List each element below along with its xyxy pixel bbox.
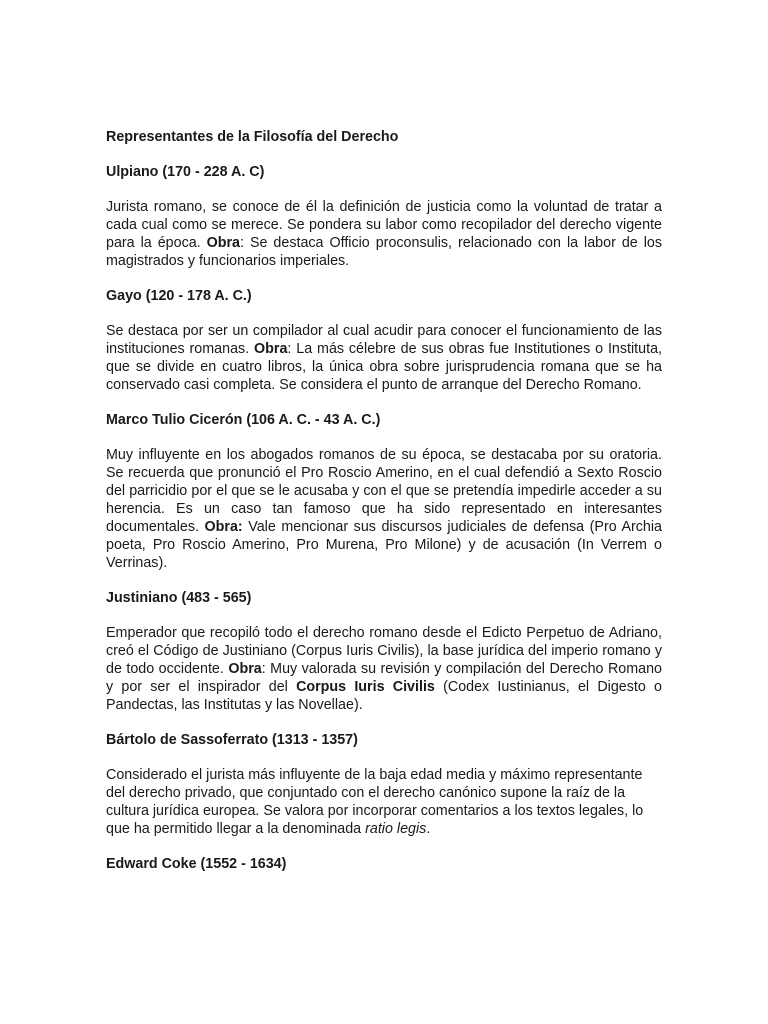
body-text: Vale mencionar sus discursos judiciales de defensa (Pro Archia poeta, Pro Roscio Amerino, Pro Murena, Pro Milone) y de acusación (In Verrem o Verrinas). — [106, 519, 662, 571]
section-heading-coke: Edward Coke (1552 - 1634) — [106, 856, 287, 872]
document-page — [106, 128, 662, 890]
obra-label: Obra — [254, 341, 288, 357]
document-title: Representantes de la Filosofía del Derecho — [106, 129, 399, 145]
body-text: Jurista romano, se conoce de él la definición de justicia como la voluntad de tratar a cada cual como se merece. Se pondera su labor como recopilador del derecho vigente para la época. — [106, 199, 662, 251]
body-text: (Codex Iustinianus, el Digesto o Pandectas, las Institutas y las Novellae). — [106, 679, 662, 713]
section-heading-bartolo: Bártolo de Sassoferrato (1313 - 1357) — [106, 732, 358, 748]
section-body-gayo — [106, 322, 662, 394]
section-body-ciceron — [106, 446, 662, 572]
section-heading-ulpiano: Ulpiano (170 - 228 A. C) — [106, 164, 265, 180]
section-body-ulpiano — [106, 198, 662, 270]
body-text: : Muy valorada su revisión y compilación del Derecho Romano y por ser el inspirador del — [106, 661, 662, 695]
body-text: : Se destaca Officio proconsulis, relacionado con la labor de los magistrados y funcionarios imperiales. — [106, 235, 662, 269]
section-body-bartolo — [106, 766, 662, 838]
body-text: : La más célebre de sus obras fue Institutiones o Instituta, que se divide en cuatro libros, la única obra sobre jurisprudencia romana que se ha conservado casi completa. Se considera el punto de arranque del Derecho Romano. — [106, 341, 662, 393]
body-text: Se destaca por ser un compilador al cual acudir para conocer el funcionamiento de las instituciones romanas. — [106, 323, 662, 357]
corpus-iuris-civilis-bold: Corpus Iuris Civilis — [296, 679, 435, 695]
ratio-legis-italic: ratio legis — [365, 821, 427, 837]
body-text: . — [426, 821, 431, 837]
body-text: Emperador que recopiló todo el derecho romano desde el Edicto Perpetuo de Adriano, creó el Código de Justiniano (Corpus Iuris Civilis), la base jurídica del imperio romano y de todo occidente. — [106, 625, 662, 677]
section-heading-justiniano: Justiniano (483 - 565) — [106, 590, 252, 606]
obra-label: Obra — [206, 235, 240, 251]
obra-label: Obra — [228, 661, 262, 677]
obra-label: Obra: — [204, 519, 243, 535]
section-heading-gayo: Gayo (120 - 178 A. C.) — [106, 288, 252, 304]
section-heading-ciceron: Marco Tulio Cicerón (106 A. C. - 43 A. C.) — [106, 412, 381, 428]
body-text: Muy influyente en los abogados romanos de su época, se destacaba por su oratoria. Se recuerda que pronunció el Pro Roscio Amerino, en el cual defendió a Sexto Roscio del parricidio por el que se le acusaba y con el que se pretendía impedirle acceder a su herencia. Es un caso tan famoso que ha sido representado en interesantes documentales. — [106, 447, 662, 535]
section-body-justiniano — [106, 624, 662, 714]
body-text: Considerado el jurista más influyente de la baja edad media y máximo representante del derecho privado, que conjuntado con el derecho canónico supone la raíz de la cultura jurídica europea. Se valora por incorporar comentarios a los textos legales, lo que ha permitido llegar a la denominada — [106, 767, 644, 837]
